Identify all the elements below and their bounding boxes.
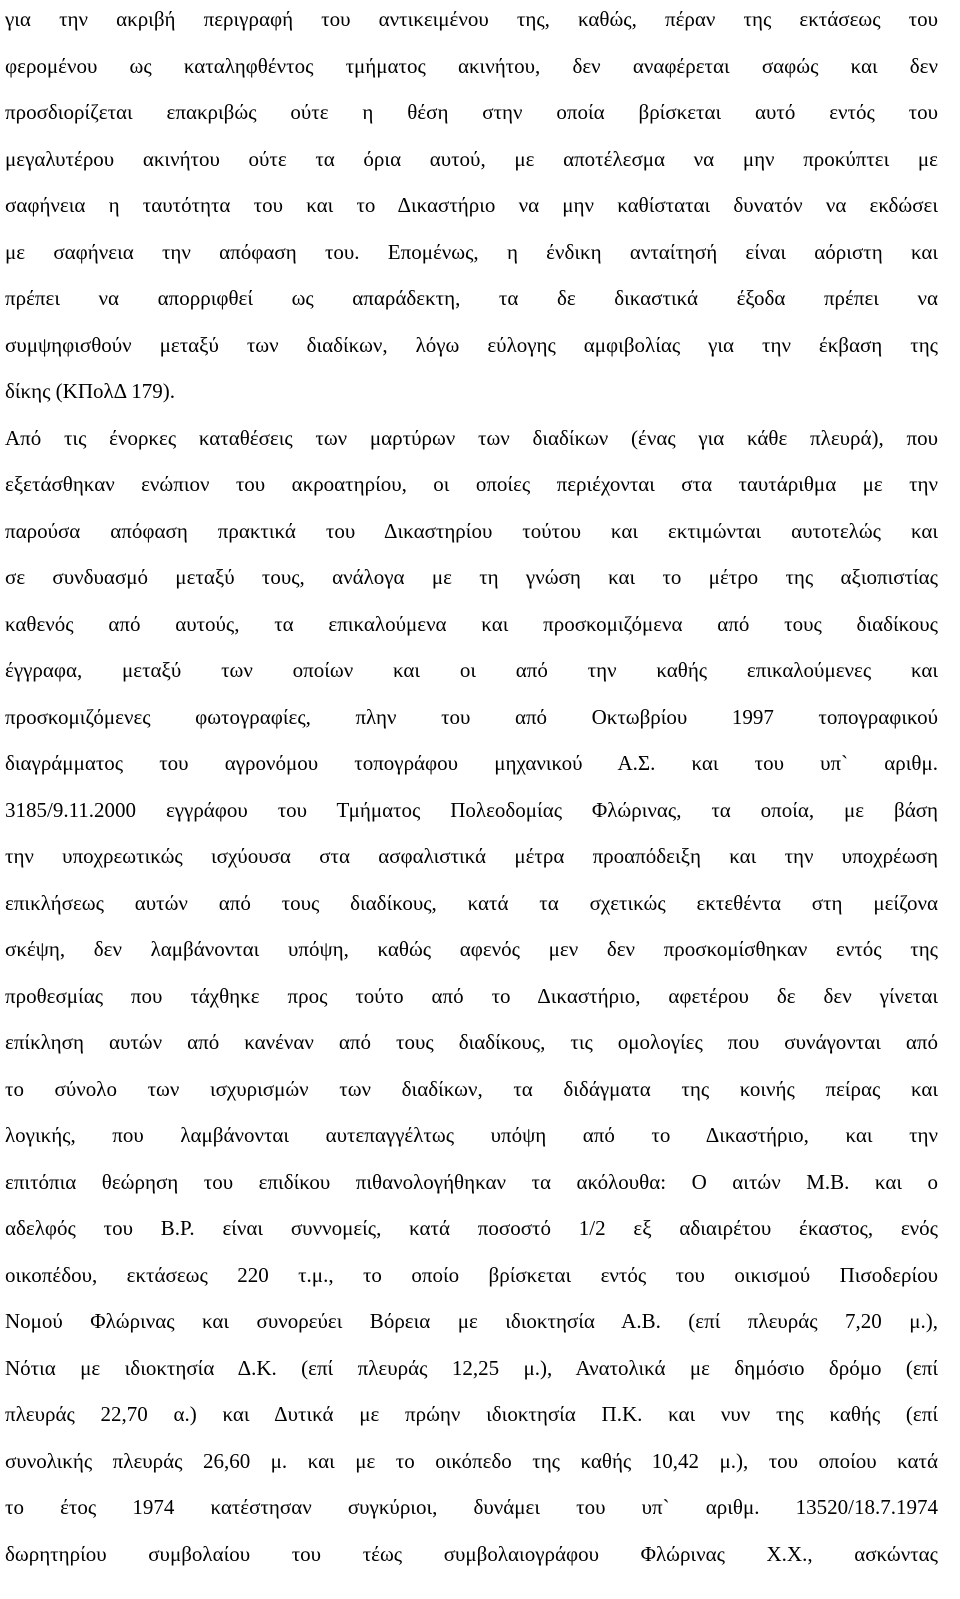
text-line: επιτόπια θεώρηση του επιδίκου πιθανολογήθηκαν τα ακόλουθα: Ο αιτών Μ.Β. και ο — [5, 1169, 938, 1194]
text-line: συμψηφισθούν μεταξύ των διαδίκων, λόγω εύλογης αμφιβολίας για την έκβαση της — [5, 332, 938, 357]
text-line: οικοπέδου, εκτάσεως 220 τ.μ., το οποίο βρίσκεται εντός του οικισμού Πισοδερίου — [5, 1262, 938, 1287]
text-line: παρούσα απόφαση πρακτικά του Δικαστηρίου τούτου και εκτιμώνται αυτοτελώς και — [5, 518, 938, 543]
text-line: Από τις ένορκες καταθέσεις των μαρτύρων των διαδίκων (ένας για κάθε πλευρά), που — [5, 425, 938, 450]
text-line: πλευράς 22,70 α.) και Δυτικά με πρώην ιδιοκτησία Π.Κ. και νυν της καθής (επί — [5, 1402, 938, 1426]
text-line: Νότια με ιδιοκτησία Δ.Κ. (επί πλευράς 12,25 μ.), Ανατολικά με δημόσιο δρόμο (επί — [5, 1355, 938, 1380]
text-line: την υποχρεωτικώς ισχύουσα στα ασφαλιστικά μέτρα προαπόδειξη και την υποχρέωση — [5, 844, 938, 868]
text-line: εξετάσθηκαν ενώπιον του ακροατηρίου, οι οποίες περιέχονται στα ταυτάριθμα με την — [5, 472, 938, 496]
text-line: φερομένου ως καταληφθέντος τμήματος ακινήτου, δεν αναφέρεται σαφώς και δεν — [5, 53, 938, 78]
text-line: σαφήνεια η ταυτότητα του και το Δικαστήριο να μην καθίσταται δυνατόν να εκδώσει — [5, 193, 938, 217]
text-line: διαγράμματος του αγρονόμου τοπογράφου μηχανικού Α.Σ. και του υπ` αριθμ. — [5, 751, 938, 775]
text-line: για την ακριβή περιγραφή του αντικειμένου της, καθώς, πέραν της εκτάσεως του — [5, 7, 938, 31]
text-line: έγγραφα, μεταξύ των οποίων και οι από την καθής επικαλούμενες και — [5, 658, 938, 682]
text-line: καθενός από αυτούς, τα επικαλούμενα και προσκομιζόμενα από τους διαδίκους — [5, 611, 938, 636]
text-line: προθεσμίας που τάχθηκε προς τούτο από το Δικαστήριο, αφετέρου δε δεν γίνεται — [5, 983, 938, 1008]
text-line: προσκομιζόμενες φωτογραφίες, πλην του από Οκτωβρίου 1997 τοπογραφικού — [5, 704, 938, 729]
text-line: επικλήσεως αυτών από τους διαδίκους, κατά τα σχετικώς εκτεθέντα στη μείζονα — [5, 890, 938, 915]
text-line: το έτος 1974 κατέστησαν συγκύριοι, δυνάμει του υπ` αριθμ. 13520/18.7.1974 — [5, 1495, 938, 1519]
text-line: λογικής, που λαμβάνονται αυτεπαγγέλτως υπόψη από το Δικαστήριο, και την — [5, 1123, 938, 1147]
text-line: το σύνολο των ισχυρισμών των διαδίκων, τα διδάγματα της κοινής πείρας και — [5, 1076, 938, 1101]
text-line: δίκης (ΚΠολΔ 179). — [5, 379, 176, 403]
text-line: μεγαλυτέρου ακινήτου ούτε τα όρια αυτού, με αποτέλεσμα να μην προκύπτει με — [5, 146, 938, 171]
text-line: δωρητηρίου συμβολαίου του τέως συμβολαιογράφου Φλώρινας Χ.Χ., ασκώντας — [5, 1541, 938, 1566]
text-line: αδελφός του Β.Ρ. είναι συννομείς, κατά ποσοστό 1/2 εξ αδιαιρέτου έκαστος, ενός — [5, 1216, 938, 1240]
text-line: σε συνδυασμό μεταξύ τους, ανάλογα με τη γνώση και το μέτρο της αξιοπιστίας — [5, 565, 938, 589]
text-line: με σαφήνεια την απόφαση του. Επομένως, η ένδικη ανταίτησή είναι αόριστη και — [5, 239, 938, 264]
text-line: σκέψη, δεν λαμβάνονται υπόψη, καθώς αφενός μεν δεν προσκομίσθηκαν εντός της — [5, 937, 938, 961]
text-line: συνολικής πλευράς 26,60 μ. και με το οικόπεδο της καθής 10,42 μ.), του οποίου κατά — [5, 1448, 938, 1473]
text-line: προσδιορίζεται επακριβώς ούτε η θέση στην οποία βρίσκεται αυτό εντός του — [5, 100, 938, 124]
text-line: πρέπει να απορριφθεί ως απαράδεκτη, τα δε δικαστικά έξοδα πρέπει να — [5, 286, 938, 310]
text-line: επίκληση αυτών από κανέναν από τους διαδίκους, τις ομολογίες που συνάγονται από — [5, 1030, 938, 1054]
text-line: Νομού Φλώρινας και συνορεύει Βόρεια με ιδιοκτησία Α.Β. (επί πλευράς 7,20 μ.), — [5, 1309, 938, 1333]
text-line: 3185/9.11.2000 εγγράφου του Τμήματος Πολεοδομίας Φλώρινας, τα οποία, με βάση — [5, 797, 938, 822]
